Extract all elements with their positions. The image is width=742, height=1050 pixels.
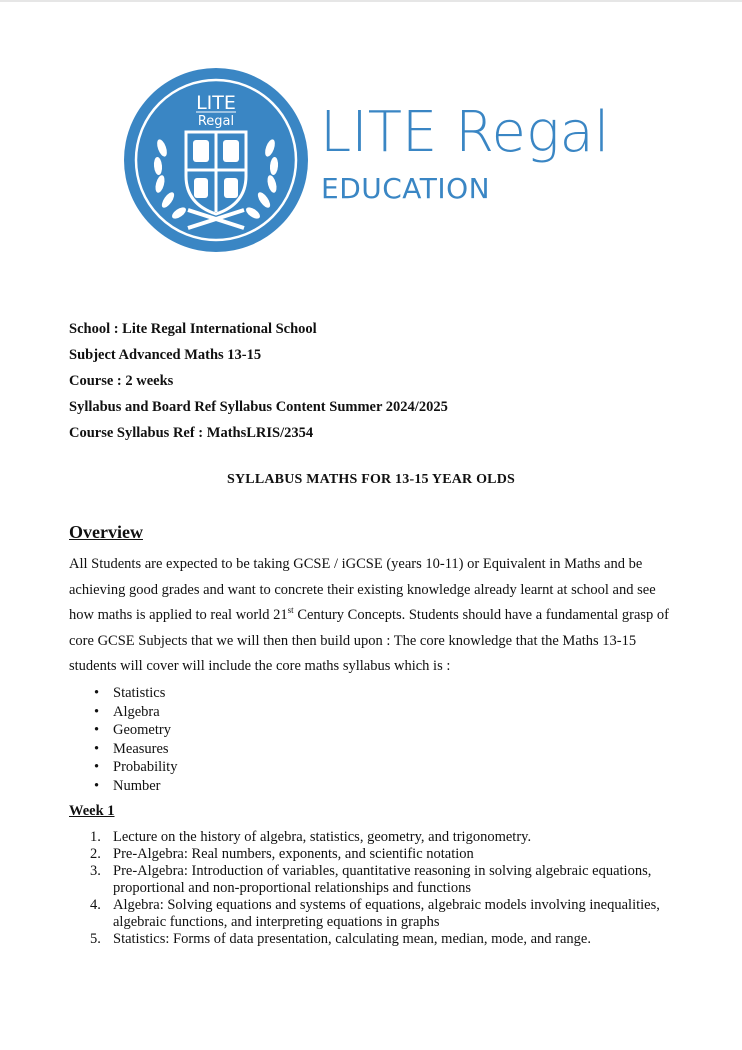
item-number: 3.	[90, 863, 101, 879]
document-title: SYLLABUS MATHS FOR 13-15 YEAR OLDS	[226, 472, 515, 487]
overview-paragraph	[69, 552, 679, 680]
list-item: • Geometry	[69, 721, 177, 740]
item-text: Pre-Algebra: Introduction of variables, quantitative reasoning in solving algebraic equations, proportional and non-proportional relationships and functions	[113, 863, 652, 896]
list-item: • Probability	[69, 758, 177, 777]
item-text: Lecture on the history of algebra, statistics, geometry, and trigonometry.	[113, 829, 532, 845]
overview-heading: Overview	[69, 522, 143, 542]
logo-title: LITE Regal	[320, 100, 610, 165]
course-info	[69, 316, 448, 446]
item-text: Algebra: Solving equations and systems of equations, algebraic models involving inequalities, algebraic functions, and interpreting equations in graphs	[113, 897, 660, 930]
page-top-edge	[0, 0, 742, 2]
list-item	[69, 829, 679, 846]
subject-line: Subject Advanced Maths 13-15	[69, 347, 262, 363]
list-item	[69, 846, 679, 863]
seal-text-bottom: Regal	[197, 114, 235, 129]
list-item: • Number	[69, 777, 177, 796]
overview-text-part1: All Students are expected to be taking GCSE / iGCSE (years 10-11) or Equivalent in Maths and be achieving good grades and want to concrete their existing knowledge already learnt at school and see how maths is applied to real world 21	[69, 556, 656, 623]
list-item	[69, 863, 679, 897]
list-item: • Algebra	[69, 703, 177, 722]
week1-list	[69, 829, 679, 948]
syllabus-ref-line: Syllabus and Board Ref Syllabus Content Summer 2024/2025	[69, 399, 448, 415]
item-number: 1.	[90, 829, 101, 845]
list-item: • Statistics	[69, 684, 177, 703]
list-item	[69, 897, 679, 931]
topics-list	[69, 684, 177, 796]
week1-heading: Week 1	[69, 803, 115, 819]
course-ref-line: Course Syllabus Ref : MathsLRIS/2354	[69, 425, 314, 441]
crest-seal-icon	[124, 68, 308, 252]
list-item	[69, 931, 679, 948]
item-number: 5.	[90, 931, 101, 947]
item-number: 4.	[90, 897, 101, 913]
seal-text-top: LITE	[196, 92, 236, 114]
item-text: Statistics: Forms of data presentation, calculating mean, median, mode, and range.	[113, 931, 591, 947]
overview-superscript: st	[287, 605, 294, 616]
list-item: • Measures	[69, 740, 177, 759]
school-line: School : Lite Regal International School	[69, 321, 317, 337]
overview-text-part2: Century Concepts. Students should have a fundamental grasp of core GCSE Subjects that we will then then build upon : The core knowledge that the Maths 13-15 students will cover will include the core maths syllabus which is :	[69, 607, 670, 674]
item-text: Pre-Algebra: Real numbers, exponents, and scientific notation	[113, 846, 474, 862]
logo-subtitle: EDUCATION	[321, 172, 491, 205]
school-logo	[124, 68, 624, 258]
course-line: Course : 2 weeks	[69, 373, 174, 389]
item-number: 2.	[90, 846, 101, 862]
